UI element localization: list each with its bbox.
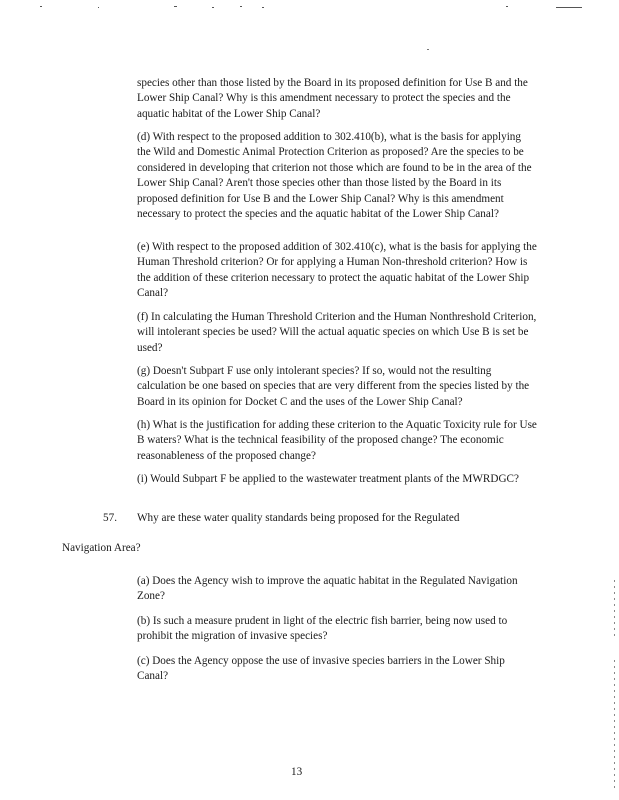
scan-speck <box>427 49 429 50</box>
question-number: 57. <box>103 512 117 524</box>
paragraph-c: (c) Does the Agency oppose the use of invasive species barriers in the Lower Ship Canal? <box>137 655 505 683</box>
paragraph-continuation: species other than those listed by the Board in its proposed definition for Use B and the Lower Ship Canal? Why is this amendment necessary to protect the species and the aquatic habitat of the Lower Ship Canal? <box>137 77 528 120</box>
scan-artifact-top <box>0 6 619 10</box>
question-continuation: Navigation Area? <box>62 542 141 554</box>
paragraph-e: (e) With respect to the proposed addition of 302.410(c), what is the basis for applying the Human Threshold criterion? Or for applying a Human Non-threshold criterion? How is the addition of these criterion necessary to protect the aquatic habitat of the Lower Ship Canal? <box>137 241 537 300</box>
paragraph-a: (a) Does the Agency wish to improve the aquatic habitat in the Regulated Navigation Zone? <box>137 575 518 603</box>
paragraph-f: (f) In calculating the Human Threshold Criterion and the Human Nonthreshold Criterion, will intolerant species be used? Will the actual aquatic species on which Use B is set be used? <box>137 311 537 354</box>
paragraph-h: (h) What is the justification for adding these criterion to the Aquatic Toxicity rule for Use B waters? What is the technical feasibility of the proposed change? The economic reasonableness of the proposed change? <box>137 419 537 462</box>
scan-artifact-right-lower <box>614 660 615 790</box>
paragraph-d: (d) With respect to the proposed addition to 302.410(b), what is the basis for applying the Wild and Domestic Animal Protection Criterion as proposed? Are the species to be considered in developing that criterion not those which are found to be in the area of the Lower Ship Canal? Aren't those species other than those listed by the Board in its proposed definition for Use B and the Lower Ship Canal? Why is this amendment necessary to protect the species and the aquatic habitat of the Lower Ship Canal? <box>137 131 532 221</box>
question-text: Why are these water quality standards being proposed for the Regulated <box>137 512 460 524</box>
paragraph-g: (g) Doesn't Subpart F use only intolerant species? If so, would not the resulting calculation be one based on species that are very different from the species listed by the Board in its opinion for Docket C and the uses of the Lower Ship Canal? <box>137 365 530 408</box>
scan-artifact-right <box>614 580 615 640</box>
page-number: 13 <box>291 766 303 778</box>
paragraph-i: (i) Would Subpart F be applied to the wastewater treatment plants of the MWRDGC? <box>137 473 519 485</box>
paragraph-b: (b) Is such a measure prudent in light of the electric fish barrier, being now used to prohibit the migration of invasive species? <box>137 615 508 643</box>
